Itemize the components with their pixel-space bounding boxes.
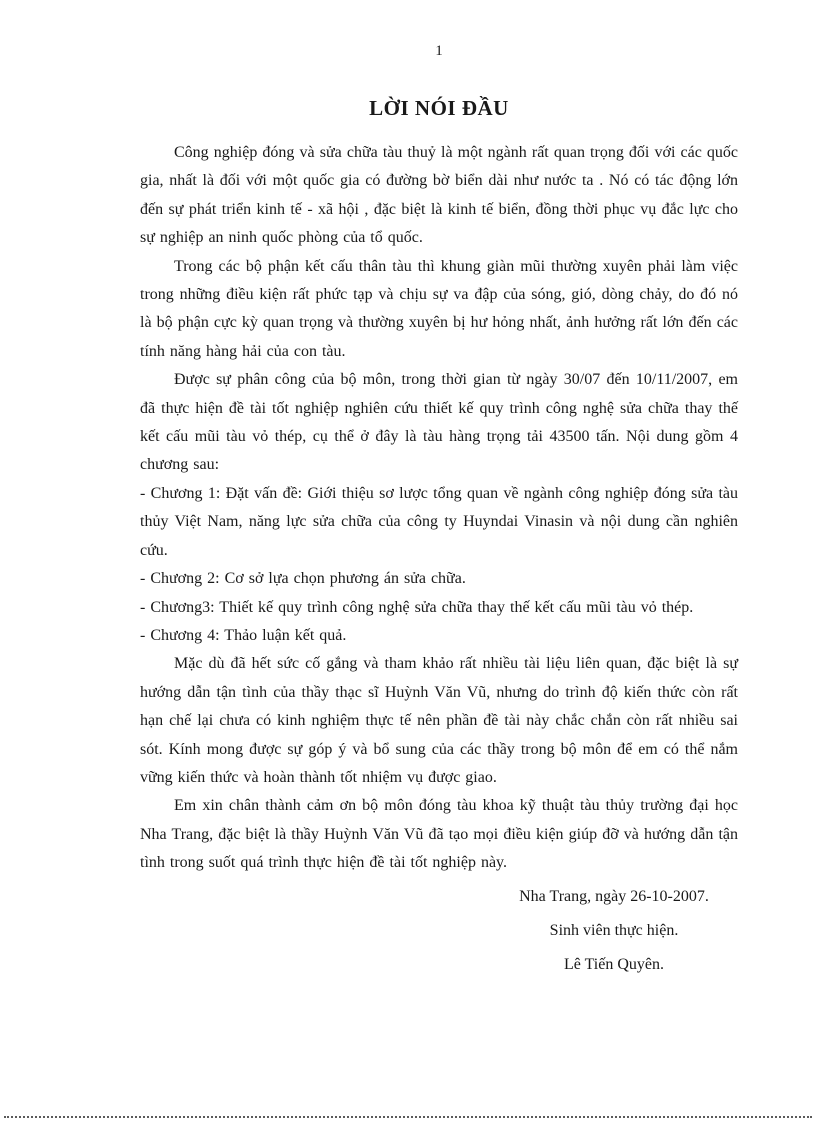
signature-name: Lê Tiến Quyên. [564,955,664,973]
chapter-list-item-2: - Chương 2: Cơ sở lựa chọn phương án sửa chữa. [140,570,466,588]
paragraph-intro-1: Công nghiệp đóng và sửa chữa tàu thuỷ là một ngành rất quan trọng đối với các quốc gia, nhất là đối với một quốc gia có đường bờ biển dài như nước ta . Nó có tác động lớn đến sự phát triển kinh tế - xã hội , đặc biệt là kinh tế biển, đồng thời phục vụ đắc lực cho sự nghiệp an ninh quốc phòng của tổ quốc. [140,144,738,247]
page-number: 1 [435,43,443,59]
chapter-list-item-1: - Chương 1: Đặt vấn đề: Giới thiệu sơ lược tổng quan về ngành công nghiệp đóng sửa tàu thủy Việt Nam, năng lực sửa chữa của công ty Huyndai Vinasin và nội dung cần nghiên cứu. [140,484,738,559]
paragraph-acknowledgement-1: Mặc dù đã hết sức cố gắng và tham khảo rất nhiều tài liệu liên quan, đặc biệt là sự hướng dẫn tận tình của thầy thạc sĩ Huỳnh Văn Vũ, nhưng do trình độ kiến thức còn rất hạn chế lại chưa có kinh nghiệm thực tế nên phần đề tài này chắc chắn còn rất nhiều sai sót. Kính mong được sự góp ý và bổ sung của các thầy trong bộ môn để em có thể nắm vững kiến thức và hoàn thành tốt nhiệm vụ được giao. [140,655,738,786]
paragraph-intro-3: Được sự phân công của bộ môn, trong thời gian từ ngày 30/07 đến 10/11/2007, em đã thực hiện đề tài tốt nghiệp nghiên cứu thiết kế quy trình công nghệ sửa chữa thay thế kết cấu mũi tàu vỏ thép, cụ thể ở đây là tàu hàng trọng tải 43500 tấn. Nội dung gồm 4 chương sau: [140,371,738,474]
chapter-list-item-4: - Chương 4: Thảo luận kết quả. [140,626,347,644]
chapter-list-item-3: - Chương3: Thiết kế quy trình công nghệ sửa chữa thay thế kết cấu mũi tàu vỏ thép. [140,598,694,616]
signature-block [492,880,736,982]
document-title: LỜI NÓI ĐẦU [369,96,509,120]
paragraph-acknowledgement-2: Em xin chân thành cảm ơn bộ môn đóng tàu khoa kỹ thuật tàu thủy trường đại học Nha Trang, đặc biệt là thầy Huỳnh Văn Vũ đã tạo mọi điều kiện giúp đỡ và hướng dẫn tận tình trong suốt quá trình thực hiện đề tài tốt nghiệp này. [140,797,738,872]
signature-place-date: Nha Trang, ngày 26-10-2007. [519,887,709,905]
signature-role: Sinh viên thực hiện. [549,921,679,939]
footer-dotted-line [4,1116,812,1118]
paragraph-intro-2: Trong các bộ phận kết cấu thân tàu thì khung giàn mũi thường xuyên phải làm việc trong những điều kiện rất phức tạp và chịu sự va đập của sóng, gió, dòng chảy, do đó nó là bộ phận cực kỳ quan trọng và thường xuyên bị hư hỏng nhất, ảnh hưởng rất lớn đến các tính năng hàng hải của con tàu. [140,257,738,360]
